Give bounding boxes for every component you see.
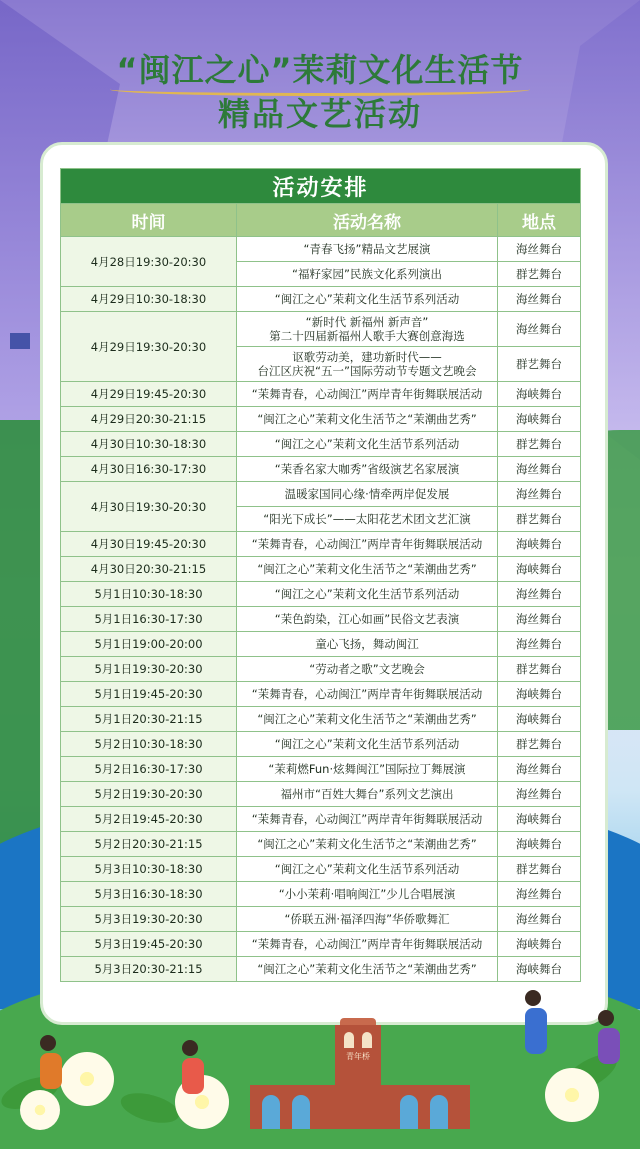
time-cell: 5月3日16:30-18:30 bbox=[61, 882, 237, 907]
time-cell: 5月1日19:30-20:30 bbox=[61, 657, 237, 682]
time-cell: 4月29日19:30-20:30 bbox=[61, 312, 237, 382]
venue-cell: 群艺舞台 bbox=[498, 507, 581, 532]
venue-cell: 群艺舞台 bbox=[498, 347, 581, 382]
activity-name: “阳光下成长”——太阳花艺术团文艺汇演 bbox=[263, 512, 471, 526]
time-cell: 5月2日20:30-21:15 bbox=[61, 832, 237, 857]
table-row bbox=[61, 832, 581, 857]
venue-cell: 海丝舞台 bbox=[498, 287, 581, 312]
table-row bbox=[61, 782, 581, 807]
activity-cell bbox=[237, 582, 498, 607]
table-caption: 活动安排 bbox=[61, 169, 581, 204]
header-time: 时间 bbox=[61, 204, 237, 237]
activity-cell bbox=[237, 682, 498, 707]
bridge-arch bbox=[262, 1095, 280, 1129]
table-row bbox=[61, 932, 581, 957]
time-cell: 4月30日19:30-20:30 bbox=[61, 482, 237, 532]
activity-name: “福籽家园”民族文化系列演出 bbox=[292, 267, 442, 281]
venue-cell: 海峡舞台 bbox=[498, 957, 581, 982]
venue-cell: 海峡舞台 bbox=[498, 932, 581, 957]
page-title bbox=[0, 48, 640, 136]
activity-name: 福州市“百姓大舞台”系列文艺演出 bbox=[280, 787, 454, 801]
title-line-2: 精品文艺活动 bbox=[217, 95, 422, 133]
table-row bbox=[61, 607, 581, 632]
time-cell: 5月1日19:00-20:00 bbox=[61, 632, 237, 657]
venue-cell: 海丝舞台 bbox=[498, 607, 581, 632]
venue-cell: 海丝舞台 bbox=[498, 457, 581, 482]
activity-cell bbox=[237, 287, 498, 312]
activity-cell bbox=[237, 782, 498, 807]
activity-cell bbox=[237, 312, 498, 347]
venue-cell: 海丝舞台 bbox=[498, 482, 581, 507]
activity-cell bbox=[237, 457, 498, 482]
activity-name: “闽江之心”茉莉文化生活节之“茉潮曲艺秀” bbox=[257, 712, 477, 726]
table-row bbox=[61, 957, 581, 982]
bridge-arch bbox=[400, 1095, 418, 1129]
venue-cell: 海丝舞台 bbox=[498, 237, 581, 262]
activity-cell bbox=[237, 507, 498, 532]
activity-cell bbox=[237, 907, 498, 932]
table-row bbox=[61, 457, 581, 482]
activity-cell bbox=[237, 707, 498, 732]
jasmine-flower-icon bbox=[20, 1090, 60, 1130]
activity-name: “闽江之心”茉莉文化生活节系列活动 bbox=[274, 862, 460, 876]
time-cell: 5月1日16:30-17:30 bbox=[61, 607, 237, 632]
activity-name: “劳动者之歌”文艺晚会 bbox=[309, 662, 425, 676]
header-venue: 地点 bbox=[498, 204, 581, 237]
venue-cell: 海峡舞台 bbox=[498, 407, 581, 432]
venue-cell: 群艺舞台 bbox=[498, 262, 581, 287]
activity-cell bbox=[237, 532, 498, 557]
time-cell: 5月1日19:45-20:30 bbox=[61, 682, 237, 707]
table-row bbox=[61, 382, 581, 407]
activity-cell bbox=[237, 407, 498, 432]
table-row bbox=[61, 732, 581, 757]
table-row bbox=[61, 432, 581, 457]
activity-name: “闽江之心”茉莉文化生活节系列活动 bbox=[274, 292, 460, 306]
table-row bbox=[61, 657, 581, 682]
bridge-arch bbox=[430, 1095, 448, 1129]
table-row bbox=[61, 312, 581, 347]
time-cell: 4月30日19:45-20:30 bbox=[61, 532, 237, 557]
venue-cell: 海峡舞台 bbox=[498, 382, 581, 407]
activity-name: “茉舞青春，心动闽江”两岸青年街舞联展活动 bbox=[251, 537, 483, 551]
activity-cell bbox=[237, 757, 498, 782]
activity-name: “茉色韵染，江心如画”民俗文艺表演 bbox=[274, 612, 460, 626]
time-cell: 5月3日19:30-20:30 bbox=[61, 907, 237, 932]
activity-name: “闽江之心”茉莉文化生活节之“茉潮曲艺秀” bbox=[257, 562, 477, 576]
schedule-table bbox=[60, 168, 581, 982]
activity-cell bbox=[237, 657, 498, 682]
dancer-figure bbox=[598, 1010, 620, 1064]
venue-cell: 群艺舞台 bbox=[498, 732, 581, 757]
activity-name: “茉香名家大咖秀”省级演艺名家展演 bbox=[274, 462, 460, 476]
activity-cell bbox=[237, 382, 498, 407]
activity-name-line-2: 第二十四届新福州人歌手大赛创意海选 bbox=[269, 329, 465, 343]
activity-name: “侨联五洲·福泽四海”华侨歌舞汇 bbox=[284, 912, 450, 926]
header-activity: 活动名称 bbox=[237, 204, 498, 237]
time-cell: 5月1日10:30-18:30 bbox=[61, 582, 237, 607]
landmark-label: 青年桥 bbox=[346, 1052, 370, 1061]
table-row bbox=[61, 482, 581, 507]
time-cell: 4月30日20:30-21:15 bbox=[61, 557, 237, 582]
activity-cell bbox=[237, 857, 498, 882]
venue-cell: 海峡舞台 bbox=[498, 682, 581, 707]
activity-cell bbox=[237, 882, 498, 907]
activity-name: “小小茉莉·唱响闽江”少儿合唱展演 bbox=[278, 887, 456, 901]
activity-name: “闽江之心”茉莉文化生活节系列活动 bbox=[274, 437, 460, 451]
table-row bbox=[61, 532, 581, 557]
time-cell: 5月1日20:30-21:15 bbox=[61, 707, 237, 732]
time-cell: 4月29日20:30-21:15 bbox=[61, 407, 237, 432]
venue-cell: 群艺舞台 bbox=[498, 432, 581, 457]
activity-name: 童心飞扬，舞动闽江 bbox=[315, 637, 419, 651]
venue-cell: 海峡舞台 bbox=[498, 807, 581, 832]
tower-window bbox=[362, 1032, 372, 1048]
venue-cell: 海丝舞台 bbox=[498, 882, 581, 907]
table-row bbox=[61, 682, 581, 707]
time-cell: 4月30日16:30-17:30 bbox=[61, 457, 237, 482]
activity-name: “茉舞青春，心动闽江”两岸青年街舞联展活动 bbox=[251, 387, 483, 401]
venue-cell: 海丝舞台 bbox=[498, 632, 581, 657]
time-cell: 4月29日19:45-20:30 bbox=[61, 382, 237, 407]
bridge-arch bbox=[292, 1095, 310, 1129]
table-row bbox=[61, 557, 581, 582]
venue-cell: 群艺舞台 bbox=[498, 857, 581, 882]
venue-cell: 海峡舞台 bbox=[498, 707, 581, 732]
activity-cell bbox=[237, 482, 498, 507]
activity-name-line-2: 台江区庆祝“五一”国际劳动节专题文艺晚会 bbox=[257, 364, 477, 378]
time-cell: 4月30日10:30-18:30 bbox=[61, 432, 237, 457]
activity-cell bbox=[237, 957, 498, 982]
dancer-figure bbox=[40, 1035, 62, 1089]
activity-cell bbox=[237, 632, 498, 657]
activity-name: “闽江之心”茉莉文化生活节系列活动 bbox=[274, 587, 460, 601]
venue-cell: 海丝舞台 bbox=[498, 312, 581, 347]
table-row bbox=[61, 407, 581, 432]
activity-cell bbox=[237, 932, 498, 957]
dancer-figure bbox=[525, 990, 547, 1054]
table-row bbox=[61, 907, 581, 932]
activity-name: “闽江之心”茉莉文化生活节之“茉潮曲艺秀” bbox=[257, 837, 477, 851]
table-row bbox=[61, 287, 581, 312]
time-cell: 5月3日10:30-18:30 bbox=[61, 857, 237, 882]
table-row bbox=[61, 807, 581, 832]
venue-cell: 海丝舞台 bbox=[498, 582, 581, 607]
tower-window bbox=[344, 1032, 354, 1048]
venue-cell: 海峡舞台 bbox=[498, 532, 581, 557]
decorative-square bbox=[10, 333, 30, 349]
table-row bbox=[61, 707, 581, 732]
activity-name: “青春飞扬”精品文艺展演 bbox=[303, 242, 431, 256]
time-cell: 5月2日19:30-20:30 bbox=[61, 782, 237, 807]
table-row bbox=[61, 857, 581, 882]
activity-cell bbox=[237, 347, 498, 382]
venue-cell: 海丝舞台 bbox=[498, 782, 581, 807]
table-row bbox=[61, 582, 581, 607]
dancer-figure bbox=[182, 1040, 204, 1094]
venue-cell: 海丝舞台 bbox=[498, 757, 581, 782]
activity-cell bbox=[237, 732, 498, 757]
table-row bbox=[61, 757, 581, 782]
venue-cell: 海峡舞台 bbox=[498, 557, 581, 582]
activity-name: “茉莉燃Fun·炫舞闽江”国际拉丁舞展演 bbox=[268, 762, 466, 776]
activity-cell bbox=[237, 557, 498, 582]
time-cell: 5月2日19:45-20:30 bbox=[61, 807, 237, 832]
activity-name: “闽江之心”茉莉文化生活节之“茉潮曲艺秀” bbox=[257, 962, 477, 976]
time-cell: 4月29日10:30-18:30 bbox=[61, 287, 237, 312]
activity-cell bbox=[237, 832, 498, 857]
schedule-body bbox=[61, 237, 581, 982]
activity-cell bbox=[237, 607, 498, 632]
clock-tower bbox=[335, 1025, 381, 1129]
activity-cell bbox=[237, 262, 498, 287]
venue-cell: 群艺舞台 bbox=[498, 657, 581, 682]
venue-cell: 海峡舞台 bbox=[498, 832, 581, 857]
activity-name: 讴歌劳动美，建功新时代—— bbox=[292, 350, 442, 364]
time-cell: 5月3日19:45-20:30 bbox=[61, 932, 237, 957]
activity-name: 温暖家国同心缘·情牵两岸促发展 bbox=[284, 487, 450, 501]
activity-cell bbox=[237, 432, 498, 457]
jasmine-flower-icon bbox=[545, 1068, 599, 1122]
table-row bbox=[61, 882, 581, 907]
time-cell: 5月2日10:30-18:30 bbox=[61, 732, 237, 757]
title-line-1: “闽江之心”茉莉文化生活节 bbox=[116, 51, 524, 89]
jasmine-flower-icon bbox=[60, 1052, 114, 1106]
activity-name: “闽江之心”茉莉文化生活节之“茉潮曲艺秀” bbox=[257, 412, 477, 426]
table-row bbox=[61, 632, 581, 657]
table-row bbox=[61, 237, 581, 262]
time-cell: 5月3日20:30-21:15 bbox=[61, 957, 237, 982]
activity-name: “茉舞青春，心动闽江”两岸青年街舞联展活动 bbox=[251, 937, 483, 951]
activity-name: “闽江之心”茉莉文化生活节系列活动 bbox=[274, 737, 460, 751]
activity-name: “茉舞青春，心动闽江”两岸青年街舞联展活动 bbox=[251, 812, 483, 826]
activity-cell bbox=[237, 237, 498, 262]
activity-name: “新时代 新福州 新声音” bbox=[305, 315, 429, 329]
time-cell: 5月2日16:30-17:30 bbox=[61, 757, 237, 782]
activity-cell bbox=[237, 807, 498, 832]
venue-cell: 海丝舞台 bbox=[498, 907, 581, 932]
activity-name: “茉舞青春，心动闽江”两岸青年街舞联展活动 bbox=[251, 687, 483, 701]
time-cell: 4月28日19:30-20:30 bbox=[61, 237, 237, 287]
